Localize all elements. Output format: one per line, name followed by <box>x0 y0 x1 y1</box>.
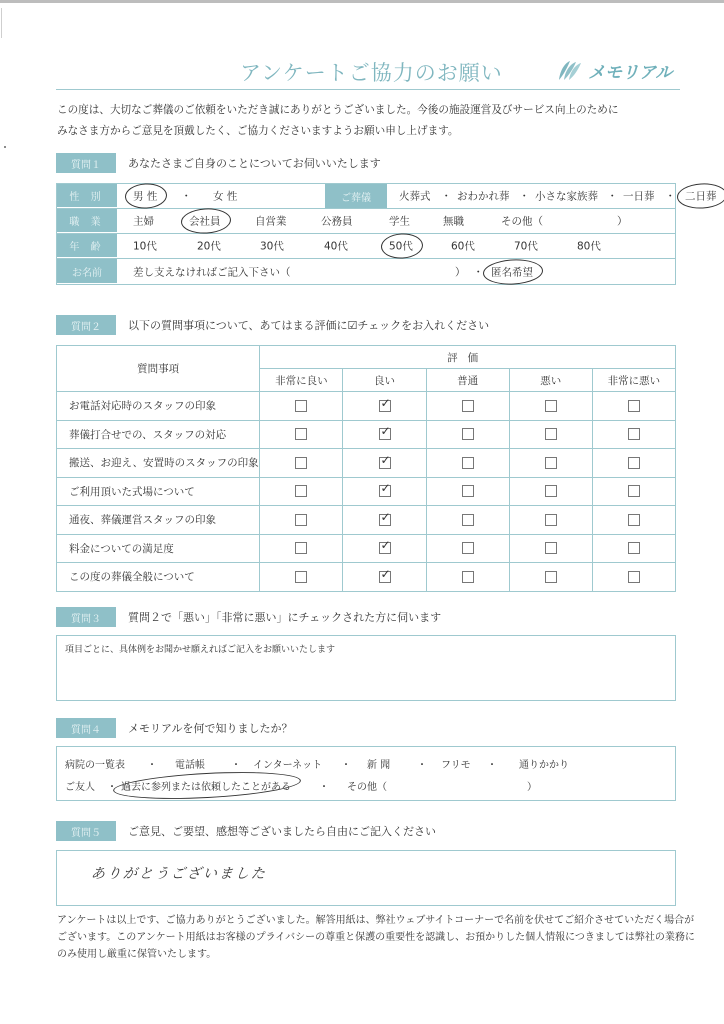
rating-cell <box>343 477 426 506</box>
occupation-options <box>117 209 675 233</box>
checkbox[interactable] <box>545 400 557 412</box>
funeral-option-two-day[interactable]: 二日葬 <box>685 190 717 203</box>
page-title: アンケートご協力のお願い <box>240 61 503 85</box>
checkbox[interactable] <box>628 514 640 526</box>
separator: ・ <box>319 782 329 793</box>
occupation-option-student[interactable]: 学生 <box>389 215 410 228</box>
funeral-option-small-family[interactable]: 小さな家族葬 <box>535 190 598 203</box>
source-option-passing-by[interactable]: 通りかかり <box>519 760 569 771</box>
question-3-answer-box[interactable] <box>56 635 676 701</box>
question-5-badge: 質問５ <box>56 821 116 841</box>
question-3-hint: 項目ごとに、具体例をお聞かせ願えればご記入をお願いいたします <box>65 645 336 655</box>
age-options <box>117 234 675 258</box>
rating-item-label: この度の葬儀全般について <box>57 563 260 592</box>
question-1-header <box>56 153 381 173</box>
checkbox-checked[interactable] <box>379 485 391 497</box>
source-option-past-attendance[interactable]: 過去に参列または依頼したことがある <box>121 778 291 793</box>
rating-cell <box>260 506 343 535</box>
name-input[interactable] <box>302 265 452 279</box>
gender-options <box>117 184 717 208</box>
rating-row <box>57 449 676 478</box>
checkbox[interactable] <box>628 457 640 469</box>
scan-dot <box>4 146 6 148</box>
occupation-option-public-servant[interactable]: 公務員 <box>321 215 353 228</box>
rating-cell <box>343 420 426 449</box>
rating-cell <box>343 392 426 421</box>
rating-row <box>57 392 676 421</box>
age-option-30s[interactable]: 30代 <box>260 240 284 253</box>
rating-cell <box>592 506 675 535</box>
source-option-furimo[interactable]: フリモ <box>441 760 471 771</box>
occupation-option-housewife[interactable]: 主婦 <box>133 215 154 228</box>
checkbox[interactable] <box>295 542 307 554</box>
source-option-hospital-list[interactable]: 病院の一覧表 <box>65 760 125 771</box>
rating-row <box>57 563 676 592</box>
funeral-option-one-day[interactable]: 一日葬 <box>623 190 655 203</box>
header-divider <box>56 89 680 90</box>
separator: ・ <box>607 190 618 203</box>
checkbox[interactable] <box>462 457 474 469</box>
name-row <box>57 259 675 284</box>
age-option-50s[interactable]: 50代 <box>389 240 413 253</box>
checkbox[interactable] <box>295 514 307 526</box>
rating-cell <box>260 534 343 563</box>
rating-cell <box>260 392 343 421</box>
name-prompt: 差し支えなければご記入下さい（ <box>133 266 291 278</box>
rating-row <box>57 534 676 563</box>
anonymous-option[interactable]: 匿名希望 <box>491 266 533 278</box>
rating-cell <box>260 420 343 449</box>
separator: ・ <box>519 190 530 203</box>
separator: ・ <box>665 190 676 203</box>
checkbox[interactable] <box>545 542 557 554</box>
rating-cell <box>426 477 509 506</box>
source-other-close: ） <box>527 782 537 793</box>
checkbox-checked[interactable] <box>379 428 391 440</box>
occupation-other-close: ） <box>617 215 628 228</box>
gender-label: 性 別 <box>57 184 117 208</box>
rating-header: 悪い <box>509 369 592 392</box>
rating-cell <box>592 534 675 563</box>
checkbox[interactable] <box>545 571 557 583</box>
question-3-badge: 質問３ <box>56 607 116 627</box>
checkbox[interactable] <box>462 514 474 526</box>
rating-cell <box>426 392 509 421</box>
checkbox[interactable] <box>462 571 474 583</box>
checkbox[interactable] <box>545 457 557 469</box>
rating-cell <box>509 506 592 535</box>
rating-cell <box>592 563 675 592</box>
rating-cell <box>426 506 509 535</box>
rating-header: 非常に悪い <box>592 369 675 392</box>
occupation-option-self-employed[interactable]: 自営業 <box>255 215 287 228</box>
gender-row <box>57 184 717 209</box>
scan-top-edge <box>0 0 724 3</box>
checkbox-checked[interactable] <box>379 400 391 412</box>
rating-item-label: 葬儀打合せでの、スタッフの対応 <box>57 420 260 449</box>
occupation-option-unemployed[interactable]: 無職 <box>443 215 464 228</box>
checkbox[interactable] <box>628 542 640 554</box>
scan-left-edge <box>1 8 2 38</box>
checkbox[interactable] <box>462 400 474 412</box>
separator: ・ <box>181 190 192 203</box>
gender-option-female[interactable]: 女 性 <box>213 190 238 203</box>
rating-item-label: 通夜、葬儀運営スタッフの印象 <box>57 506 260 535</box>
checkbox[interactable] <box>628 400 640 412</box>
checkbox[interactable] <box>545 485 557 497</box>
rating-cell <box>260 563 343 592</box>
separator: ・ <box>147 760 157 771</box>
checkbox[interactable] <box>462 485 474 497</box>
checkbox[interactable] <box>295 428 307 440</box>
rating-cell <box>592 420 675 449</box>
checkbox[interactable] <box>462 428 474 440</box>
separator: ・ <box>231 760 241 771</box>
rating-cell <box>509 392 592 421</box>
rating-cell <box>260 477 343 506</box>
intro-line-2: みなさま方からご意見を頂戴したく、ご協力くださいますようお願い申し上げます。 <box>57 125 459 137</box>
separator: ・ <box>473 266 484 278</box>
question-5-answer-box[interactable] <box>56 850 676 906</box>
rating-cell <box>509 449 592 478</box>
rating-cell <box>343 506 426 535</box>
occupation-label: 職 業 <box>57 209 117 233</box>
rating-row <box>57 420 676 449</box>
separator: ・ <box>487 760 497 771</box>
intro-line-1: この度は、大切なご葬儀のご依頼をいただき誠にありがとうございました。今後の施設運営及びサービス向上のために <box>57 104 619 116</box>
rating-cell <box>592 477 675 506</box>
age-label: 年 齢 <box>57 234 117 258</box>
funeral-option-owakare[interactable]: おわかれ葬 <box>457 190 510 203</box>
leaf-logo-icon <box>556 60 582 82</box>
rating-cell <box>509 477 592 506</box>
separator: ・ <box>417 760 427 771</box>
question-4-options-box <box>56 746 676 801</box>
column-header-evaluation: 評価 <box>260 346 676 369</box>
brand-name: メモリアル <box>588 63 673 83</box>
rating-cell <box>426 563 509 592</box>
separator: ・ <box>341 760 351 771</box>
rating-header: 非常に良い <box>260 369 343 392</box>
rating-cell <box>260 449 343 478</box>
checkbox[interactable] <box>295 400 307 412</box>
column-header-item: 質問事項 <box>57 346 260 392</box>
checkbox[interactable] <box>628 428 640 440</box>
source-option-other[interactable]: その他（ <box>347 782 387 793</box>
source-option-phonebook[interactable]: 電話帳 <box>175 760 205 771</box>
question-5-header <box>56 821 436 841</box>
checkbox-checked[interactable] <box>379 457 391 469</box>
checkbox[interactable] <box>628 571 640 583</box>
rating-cell <box>343 449 426 478</box>
source-option-newspaper[interactable]: 新 聞 <box>367 760 391 771</box>
occupation-row <box>57 209 675 234</box>
rating-cell <box>592 392 675 421</box>
question-2-header <box>56 315 489 335</box>
separator: ・ <box>441 190 452 203</box>
rating-item-label: ご利用頂いた式場について <box>57 477 260 506</box>
question-1-text: あなたさまご自身のことについてお伺いいたします <box>128 157 381 170</box>
gender-option-male[interactable]: 男 性 <box>133 190 158 203</box>
question-1-table <box>56 183 717 285</box>
checkbox[interactable] <box>545 428 557 440</box>
age-option-70s[interactable]: 70代 <box>514 240 538 253</box>
closing-text: アンケートは以上です、ご協力ありがとうございました。解答用紙は、弊社ウェブサイトコーナーで名前を伏せてご紹介させていただく場合がございます。このアンケート用紙はお客様のプライバシーの尊重と保護の重要性を認識し、お預かりした個人情報につきましては弊社の業務にのみ使用し厳重に保管いたします。 <box>57 915 695 960</box>
age-option-40s[interactable]: 40代 <box>324 240 348 253</box>
occupation-option-other[interactable]: その他（ <box>501 215 543 228</box>
checkbox-checked[interactable] <box>379 542 391 554</box>
checkbox[interactable] <box>295 457 307 469</box>
question-4-header <box>56 718 293 738</box>
question-2-badge: 質問２ <box>56 315 116 335</box>
rating-cell <box>426 420 509 449</box>
occupation-option-employee[interactable]: 会社員 <box>189 215 221 228</box>
rating-row <box>57 506 676 535</box>
age-option-10s[interactable]: 10代 <box>133 240 157 253</box>
checkbox[interactable] <box>545 514 557 526</box>
age-option-80s[interactable]: 80代 <box>577 240 601 253</box>
question-5-handwritten-answer: ありがとうございました <box>90 866 268 882</box>
brand-logo <box>556 58 672 83</box>
rating-cell <box>343 563 426 592</box>
name-close: ） <box>455 266 466 278</box>
separator: ・ <box>107 782 117 793</box>
rating-header: 普通 <box>426 369 509 392</box>
age-option-20s[interactable]: 20代 <box>197 240 221 253</box>
question-1-badge: 質問１ <box>56 153 116 173</box>
rating-row <box>57 477 676 506</box>
question-4-text: メモリアルを何で知りましたか？ <box>128 722 293 735</box>
rating-table <box>56 345 676 592</box>
rating-cell <box>509 563 592 592</box>
checkbox[interactable] <box>295 571 307 583</box>
rating-header: 良い <box>343 369 426 392</box>
rating-cell <box>509 420 592 449</box>
funeral-type-label: ご葬儀 <box>325 184 387 208</box>
rating-cell <box>426 449 509 478</box>
checkbox-checked[interactable] <box>379 514 391 526</box>
checkbox-checked[interactable] <box>379 571 391 583</box>
question-2-text: 以下の質問事項について、あてはまる評価に☑チェックをお入れください <box>128 319 490 332</box>
name-label: お名前 <box>57 259 117 284</box>
age-option-60s[interactable]: 60代 <box>451 240 475 253</box>
rating-item-label: 搬送、お迎え、安置時のスタッフの印象 <box>57 449 260 478</box>
checkbox[interactable] <box>462 542 474 554</box>
question-3-header <box>56 607 441 627</box>
rating-item-label: 料金についての満足度 <box>57 534 260 563</box>
rating-cell <box>343 534 426 563</box>
question-5-text: ご意見、ご要望、感想等ございましたら自由にご記入ください <box>128 825 436 838</box>
source-option-internet[interactable]: インターネット <box>253 760 323 771</box>
rating-item-label: お電話対応時のスタッフの印象 <box>57 392 260 421</box>
rating-cell <box>426 534 509 563</box>
question-4-badge: 質問４ <box>56 718 116 738</box>
rating-cell <box>592 449 675 478</box>
checkbox[interactable] <box>295 485 307 497</box>
age-row <box>57 234 675 259</box>
funeral-option-cremation[interactable]: 火葬式 <box>399 190 431 203</box>
name-options <box>117 259 675 284</box>
question-3-text: 質問２で「悪い」「非常に悪い」にチェックされた方に伺います <box>128 611 442 624</box>
checkbox[interactable] <box>628 485 640 497</box>
source-option-friend[interactable]: ご友人 <box>65 782 95 793</box>
rating-cell <box>509 534 592 563</box>
intro-text <box>57 100 697 142</box>
